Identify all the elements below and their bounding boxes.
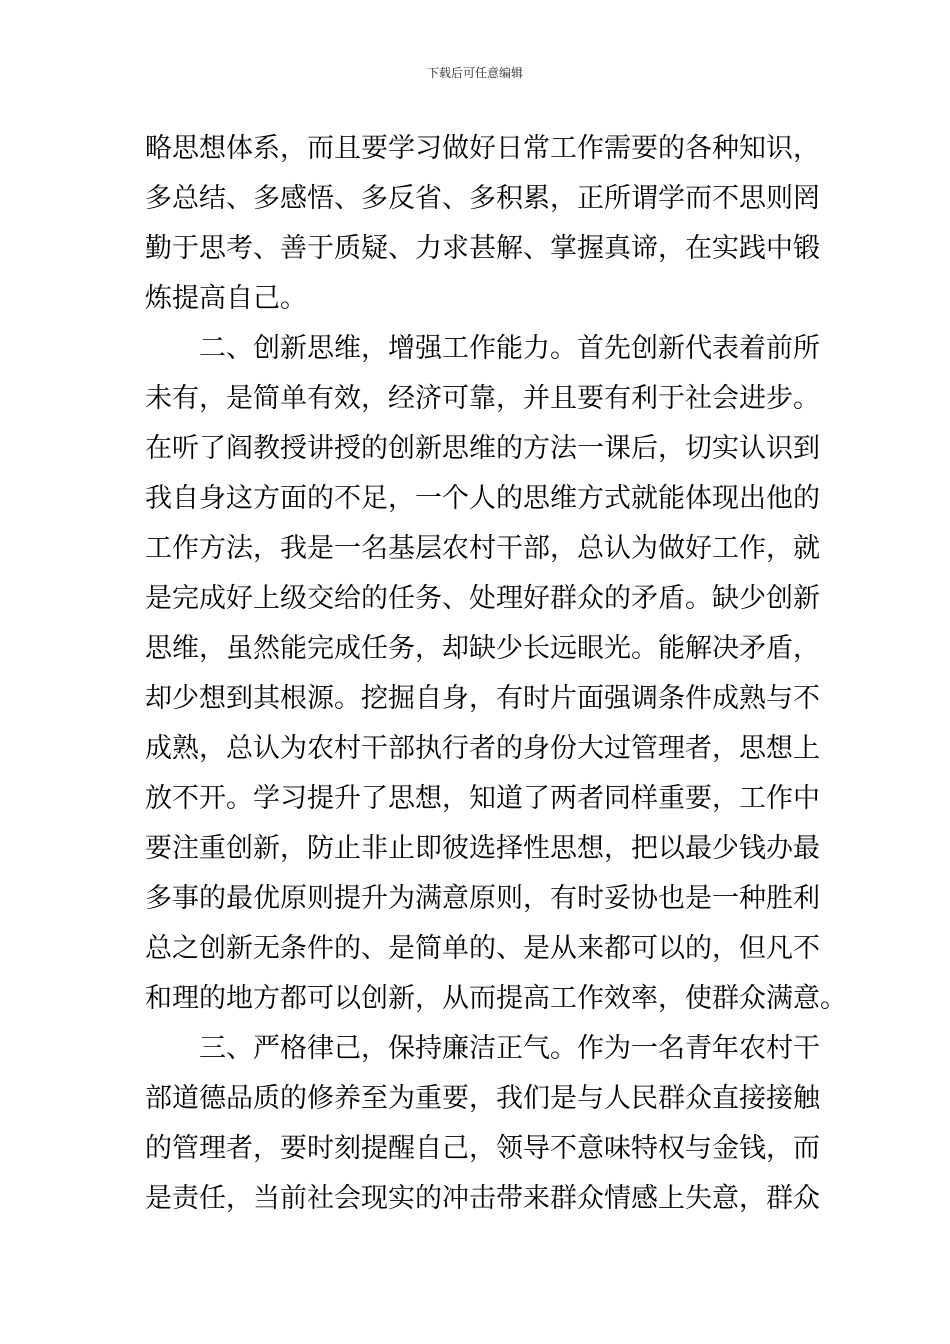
text-line: 工作方法，我是一名基层农村干部，总认为做好工作，就: [145, 533, 820, 564]
text-line: 多总结、多感悟、多反省、多积累，正所谓学而不思则罔: [145, 183, 820, 214]
text-line: 炼提高自己。: [145, 283, 307, 314]
text-line: 思维，虽然能完成任务，却缺少长远眼光。能解决矛盾，: [145, 633, 820, 664]
text-line: 勤于思考、善于质疑、力求甚解、掌握真谛，在实践中锻: [145, 233, 820, 264]
text-line: 放不开。学习提升了思想，知道了两者同样重要，工作中: [145, 783, 820, 814]
text-line: 的管理者，要时刻提醒自己，领导不意味特权与金钱，而: [145, 1133, 820, 1164]
text-line: 是完成好上级交给的任务、处理好群众的矛盾。缺少创新: [145, 583, 820, 614]
text-line: 部道德品质的修养至为重要，我们是与人民群众直接接触: [145, 1083, 820, 1114]
text-line: 要注重创新，防止非止即彼选择性思想，把以最少钱办最: [145, 833, 820, 864]
text-line: 三、严格律己，保持廉洁正气。作为一名青年农村干: [145, 1033, 820, 1064]
text-line: 成熟，总认为农村干部执行者的身份大过管理者，思想上: [145, 733, 820, 764]
text-line: 多事的最优原则提升为满意原则，有时妥协也是一种胜利: [145, 883, 820, 914]
text-line: 却少想到其根源。挖掘自身，有时片面强调条件成熟与不: [145, 683, 820, 714]
text-line: 和理的地方都可以创新，从而提高工作效率，使群众满意。: [145, 983, 847, 1014]
page-header: 下载后可任意编辑: [426, 66, 523, 80]
text-line: 总之创新无条件的、是简单的、是从来都可以的，但凡不: [145, 933, 820, 964]
text-line: 是责任，当前社会现实的冲击带来群众情感上失意，群众: [145, 1183, 820, 1214]
text-line: 未有，是简单有效，经济可靠，并且要有利于社会进步。: [145, 383, 820, 414]
text-line: 二、创新思维，增强工作能力。首先创新代表着前所: [145, 333, 820, 364]
text-line: 我自身这方面的不足，一个人的思维方式就能体现出他的: [145, 483, 820, 514]
text-line: 略思想体系，而且要学习做好日常工作需要的各种知识，: [145, 133, 820, 164]
text-line: 在听了阎教授讲授的创新思维的方法一课后，切实认识到: [145, 433, 820, 464]
